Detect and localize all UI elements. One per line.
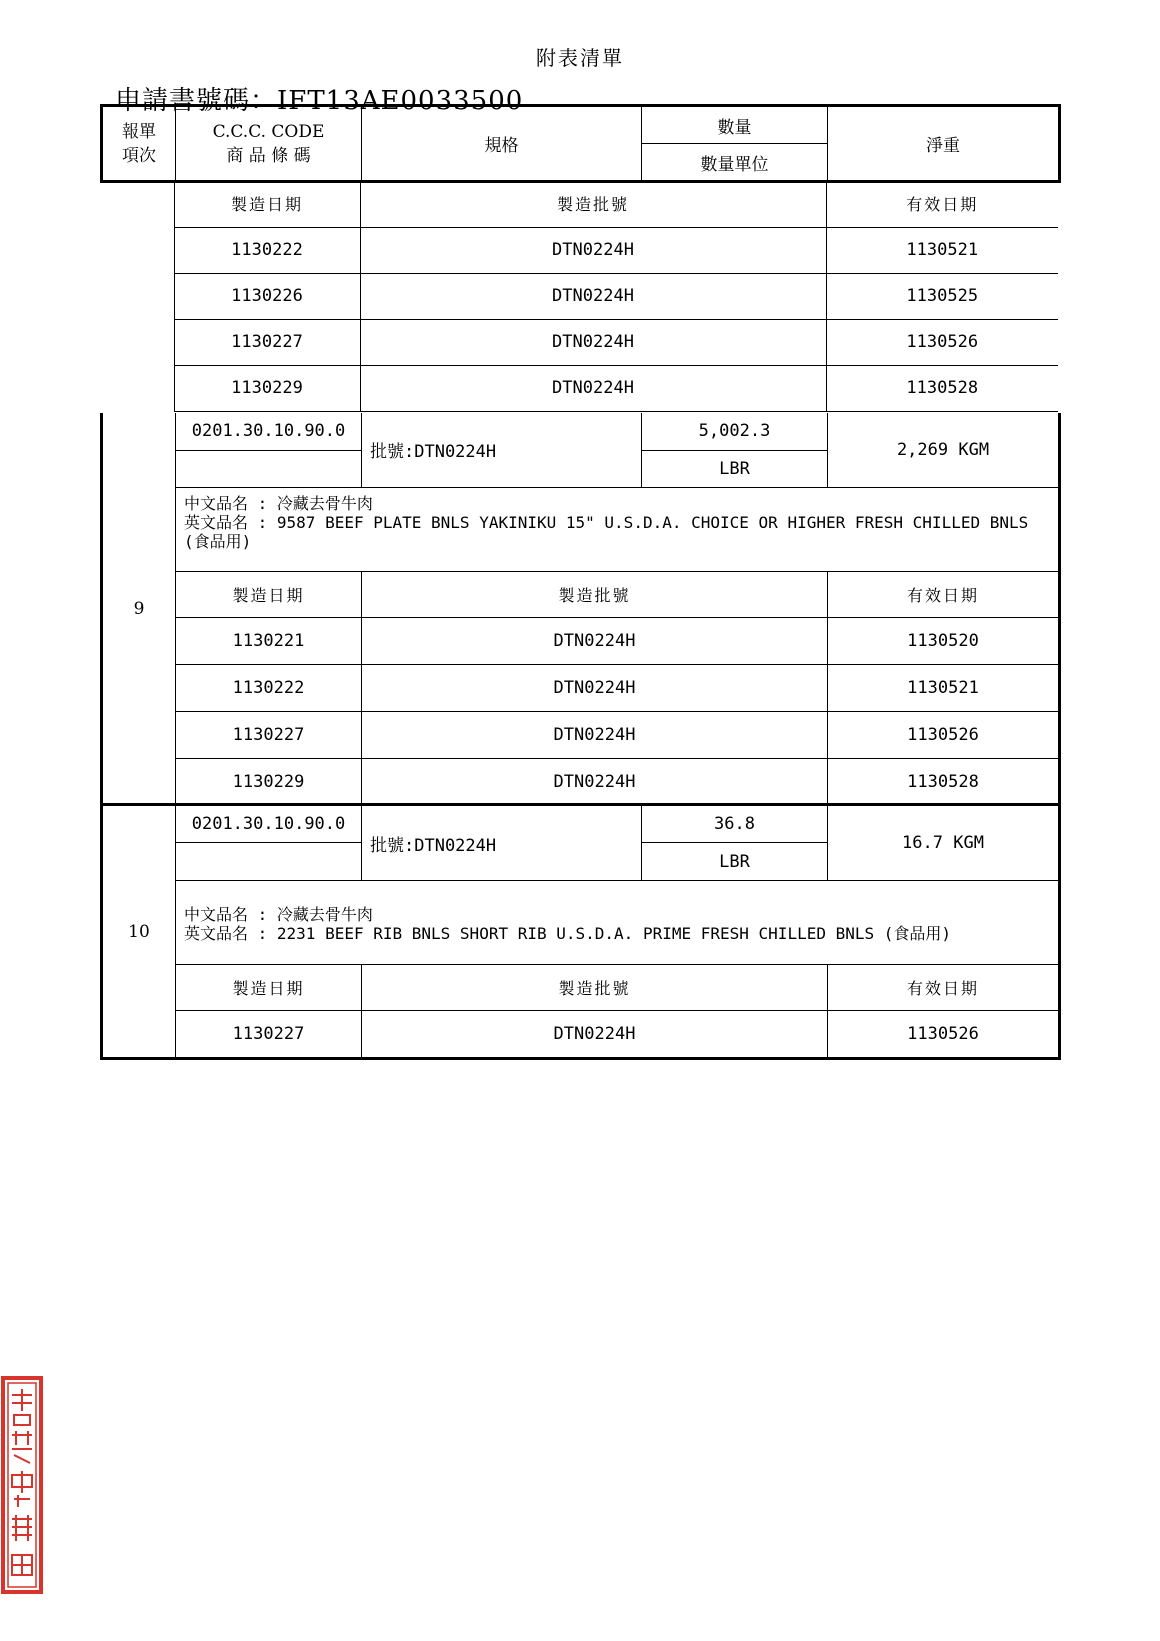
header-table (100, 104, 1058, 183)
batch-no-cell: DTN0224H (362, 711, 828, 758)
header-net-weight: 淨重 (828, 106, 1060, 182)
product-names: 中文品名 : 冷藏去骨牛肉 英文品名 : 2231 BEEF RIB BNLS SHORT RIB U.S.D.A. PRIME FRESH CHILLED BNLS (食品用) (176, 881, 1060, 965)
label-mfg-date: 製造日期 (176, 965, 362, 1011)
mfg-date-cell: 1130226 (174, 273, 360, 319)
ccc-code-cell: 0201.30.10.90.0 (176, 413, 362, 450)
batch-no-cell: DTN0224H (362, 617, 828, 664)
table-row (102, 1011, 1060, 1059)
header-ccc-line2: 商 品 條 碼 (226, 145, 311, 166)
table-row (102, 758, 1060, 805)
label-mfg-date: 製造日期 (176, 571, 362, 617)
application-number-value: IFT13AE0033500 (277, 86, 524, 116)
batch-no-cell: DTN0224H (360, 227, 826, 273)
label-batch-no: 製造批號 (362, 571, 828, 617)
customs-stamp-seal (0, 1375, 44, 1595)
expiry-cell: 1130526 (826, 319, 1058, 365)
barcode-cell (176, 843, 362, 881)
quantity-unit-cell: LBR (642, 843, 828, 881)
batch-no-cell: DTN0224H (360, 319, 826, 365)
label-expiry: 有效日期 (828, 571, 1060, 617)
label-expiry: 有效日期 (826, 181, 1058, 227)
batch-no-cell: DTN0224H (360, 273, 826, 319)
mfg-date-cell: 1130229 (176, 758, 362, 805)
expiry-cell: 1130520 (828, 617, 1060, 664)
expiry-cell: 1130525 (826, 273, 1058, 319)
mfg-date-cell: 1130221 (176, 617, 362, 664)
page-title: 附表清單 (536, 46, 624, 70)
label-batch-no: 製造批號 (362, 965, 828, 1011)
batch-no-cell: DTN0224H (360, 365, 826, 411)
barcode-cell (176, 450, 362, 487)
table-row (102, 711, 1060, 758)
header-spec: 規格 (362, 106, 642, 182)
table-row (100, 319, 1058, 365)
ccc-code-cell: 0201.30.10.90.0 (176, 805, 362, 843)
continuation-spacer (100, 181, 174, 411)
expiry-cell: 1130526 (828, 1011, 1060, 1059)
mfg-date-cell: 1130229 (174, 365, 360, 411)
batch-no-cell: DTN0224H (362, 664, 828, 711)
spec-cell: 批號:DTN0224H (362, 413, 642, 487)
mfg-date-cell: 1130227 (176, 1011, 362, 1059)
mfg-date-cell: 1130227 (174, 319, 360, 365)
table-row (100, 273, 1058, 319)
quantity-cell: 36.8 (642, 805, 828, 843)
batch-no-cell: DTN0224H (362, 758, 828, 805)
quantity-unit-cell: LBR (642, 450, 828, 487)
header-ccc-code (176, 106, 362, 182)
mfg-date-cell: 1130227 (176, 711, 362, 758)
item-10-section (100, 803, 1058, 1060)
header-quantity: 數量 (642, 106, 828, 144)
net-weight-cell: 2,269 KGM (828, 413, 1060, 487)
table-row (102, 664, 1060, 711)
net-weight-cell: 16.7 KGM (828, 805, 1060, 881)
header-item-no-line2: 項次 (122, 145, 156, 166)
batch-no-cell: DTN0224H (362, 1011, 828, 1059)
header-quantity-unit: 數量單位 (642, 144, 828, 182)
label-mfg-date: 製造日期 (174, 181, 360, 227)
header-item-no-line1: 報單 (122, 121, 156, 142)
quantity-cell: 5,002.3 (642, 413, 828, 450)
item-number: 10 (102, 805, 176, 1059)
item-number: 9 (102, 413, 176, 805)
table-row (100, 227, 1058, 273)
header-item-no (102, 106, 176, 182)
expiry-cell: 1130526 (828, 711, 1060, 758)
continuation-section (100, 181, 1058, 412)
expiry-cell: 1130528 (828, 758, 1060, 805)
expiry-cell: 1130528 (826, 365, 1058, 411)
mfg-date-cell: 1130222 (176, 664, 362, 711)
table-row (100, 365, 1058, 411)
item-9-section (100, 413, 1058, 806)
spec-cell: 批號:DTN0224H (362, 805, 642, 881)
product-names: 中文品名 : 冷藏去骨牛肉 英文品名 : 9587 BEEF PLATE BNLS YAKINIKU 15" U.S.D.A. CHOICE OR HIGHER FRESH CHILLED BNLS (食品用) (176, 487, 1060, 571)
expiry-cell: 1130521 (826, 227, 1058, 273)
expiry-cell: 1130521 (828, 664, 1060, 711)
label-expiry: 有效日期 (828, 965, 1060, 1011)
mfg-date-cell: 1130222 (174, 227, 360, 273)
table-row (102, 617, 1060, 664)
header-ccc-line1: C.C.C. CODE (212, 121, 325, 142)
application-number-label: 申請書號碼： (115, 86, 278, 116)
label-batch-no: 製造批號 (360, 181, 826, 227)
